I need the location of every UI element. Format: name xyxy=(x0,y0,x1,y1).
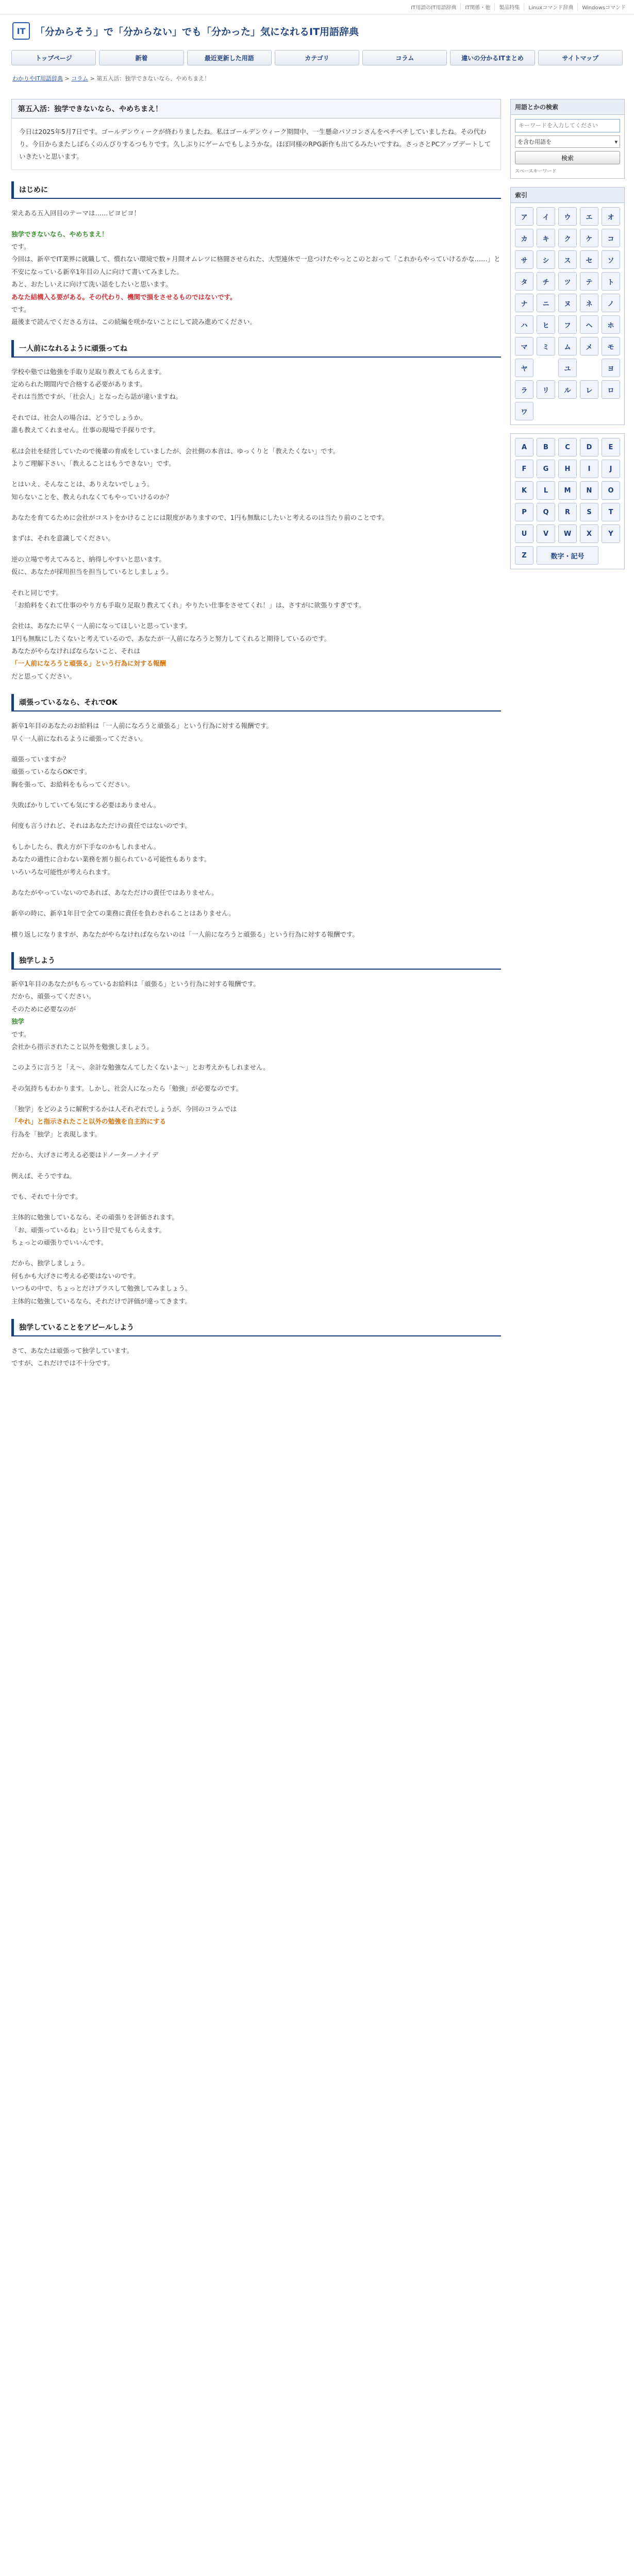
index-cell-kana[interactable]: ヘ xyxy=(580,315,598,334)
paragraph-line: 「お給料をくれて仕事のやり方も手取り足取り教えてくれ」やりたい仕事をさせてくれ！」は、さすがに欲張りすぎです。 xyxy=(11,601,365,609)
search-match-select[interactable] xyxy=(515,135,620,148)
index-cell-kana[interactable]: フ xyxy=(558,315,577,334)
paragraph-line: その気持ちもわかります。しかし、社会人になったら「勉強」が必要なのです。 xyxy=(11,1084,243,1092)
paragraph-line: あなたの適性に合わない業務を割り振られている可能性もあります。 xyxy=(11,855,211,863)
index-cell-kana[interactable]: チ xyxy=(537,272,555,291)
paragraph xyxy=(11,841,501,878)
index-cell-kana[interactable]: モ xyxy=(602,337,620,355)
index-cell-kana[interactable]: イ xyxy=(537,207,555,226)
article-intro: 今日は2025年5月7日です。ゴールデンウィークが終わりましたね。私はゴールデンウィーク期間中、一生懸命パソコンさんをペチペチしていましたね。その代わり、今日からまたしばらくのんびりするつもりです。久しぶりにゲームでもしようかな。ほぼ同様のRPG新作も出てるみたいですね。さっさとPCアップデートしていきたいと思います。 xyxy=(11,118,501,170)
index-cell-alpha[interactable]: B xyxy=(537,438,555,456)
paragraph-line: 学校や塾では勉強を手取り足取り教えてもらえます。 xyxy=(11,367,166,376)
section-heading: 頑張っているなら、それでOK xyxy=(11,694,501,711)
paragraph-line: 独学 xyxy=(11,1018,25,1026)
paragraph-line: このように言うと「え〜、余計な勉強なんてしたくないよ〜」とお考えかもしれません。 xyxy=(11,1063,270,1072)
index-cell-alpha[interactable]: Z xyxy=(515,546,533,565)
paragraph-line: ちょっとの頑張りでいいんです。 xyxy=(11,1239,108,1246)
paragraph xyxy=(11,412,501,437)
index-cell-kana[interactable]: ネ xyxy=(580,294,598,312)
index-cell-kana[interactable]: カ xyxy=(515,229,533,247)
paragraph-line: あと、おたしいえに向けて洗い話をしたいと思います。 xyxy=(11,280,172,289)
paragraph-line: それは当然ですが、「社会人」となったら話が違いますね。 xyxy=(11,393,182,401)
paragraph-line: 横り返しになりますが、あなたがやらなければならないのは「一人前になろうと頑張る」という行為に対する報酬です。 xyxy=(11,930,359,938)
top-link-4[interactable]: Linuxコマンド辞典 xyxy=(524,3,577,11)
paragraph xyxy=(11,587,501,612)
index-cell-kana[interactable]: ト xyxy=(602,272,620,291)
index-cell-kana[interactable]: タ xyxy=(515,272,533,291)
index-cell-empty xyxy=(580,402,598,420)
index-cell-alpha[interactable]: A xyxy=(515,438,533,456)
paragraph xyxy=(11,1211,501,1249)
paragraph-line: とはいえ、そんなことは、ありえないでしょう。 xyxy=(11,480,154,488)
index-cell-alpha[interactable]: M xyxy=(558,481,577,500)
alpha-index-box xyxy=(510,433,625,569)
index-cell-kana[interactable]: ス xyxy=(558,250,577,269)
paragraph xyxy=(11,1082,501,1095)
paragraph-line: 失敗ばかりしていても気にする必要はありません。 xyxy=(11,801,160,809)
nav-diff[interactable]: 違いの分かるITまとめ xyxy=(450,50,535,65)
paragraph-line: 主体的に勉強しているなら、それだけで評価が違ってきます。 xyxy=(11,1297,192,1305)
paragraph-line: 逆の立場で考えてみると、納得しやすいと思います。 xyxy=(11,555,166,563)
index-cell-empty xyxy=(580,359,598,377)
paragraph-line: まずは、それを意識してください。 xyxy=(11,534,115,543)
paragraph-line: 行為を「独学」と表現します。 xyxy=(11,1130,102,1138)
index-cell-kana[interactable]: ユ xyxy=(558,359,577,377)
index-cell-kana[interactable]: ム xyxy=(558,337,577,355)
paragraph-line: だから、頑張ってください。 xyxy=(11,992,95,1001)
index-cell-alpha[interactable]: Y xyxy=(602,524,620,543)
index-cell-kana[interactable]: ニ xyxy=(537,294,555,312)
paragraph-line: いろいろな可能性が考えられます。 xyxy=(11,868,114,876)
index-cell-alpha[interactable]: S xyxy=(580,503,598,521)
index-cell-kana[interactable]: ク xyxy=(558,229,577,247)
paragraph-line: いつもの中で、ちょっとだけプラスして勉強してみましょう。 xyxy=(11,1284,192,1293)
index-cell-kana[interactable]: ヒ xyxy=(537,315,555,334)
paragraph xyxy=(11,1149,501,1161)
index-cell-kana[interactable]: ワ xyxy=(515,402,533,420)
top-link-3[interactable]: 製品特集 xyxy=(494,3,524,11)
breadcrumb-sep2: > xyxy=(90,75,95,82)
paragraph xyxy=(11,907,501,920)
breadcrumb xyxy=(0,68,634,87)
index-cell-kana[interactable]: ソ xyxy=(602,250,620,269)
index-cell-kana[interactable]: ミ xyxy=(537,337,555,355)
paragraph-line: 仮に、あなたが採用担当を担当しているとしましょう。 xyxy=(11,568,173,576)
index-cell-kana[interactable]: ヨ xyxy=(602,359,620,377)
index-cell-kana[interactable]: ヤ xyxy=(515,359,533,377)
index-cell-alpha[interactable]: E xyxy=(602,438,620,456)
article-title: 第五入活：独学できないなら、やめちまえ！ xyxy=(11,99,501,118)
paragraph xyxy=(11,1061,501,1074)
article-section xyxy=(11,1319,501,1370)
paragraph-line: あなたがやっていないのであれば、あなただけの責任ではありません。 xyxy=(11,888,218,896)
paragraph xyxy=(11,445,501,470)
index-cell-kana[interactable]: ル xyxy=(558,380,577,399)
paragraph-line: 何もかも大げさに考える必要はないのです。 xyxy=(11,1272,140,1280)
paragraph xyxy=(11,753,501,791)
paragraph-line: 胸を張って、お給料をもらってください。 xyxy=(11,780,134,788)
paragraph-line: 定められた期間内で合格する必要があります。 xyxy=(11,380,146,388)
paragraph-line: 頑張っていますか？ xyxy=(11,755,70,763)
section-heading: 一人前になれるように頑張ってね xyxy=(11,340,501,358)
paragraph xyxy=(11,978,501,1053)
index-cell-empty xyxy=(602,402,620,420)
index-cell-alpha[interactable]: W xyxy=(558,524,577,543)
paragraph-line: 何度も言うけれど、それはあなただけの責任ではないのです。 xyxy=(11,822,192,830)
search-input[interactable] xyxy=(515,119,620,132)
paragraph-line: 会社から指示されたこと以外を勉強しましょう。 xyxy=(11,1042,154,1050)
index-cell-kana[interactable]: ハ xyxy=(515,315,533,334)
paragraph-line: だから、独学しましょう。 xyxy=(11,1259,89,1267)
paragraph xyxy=(11,512,501,524)
index-cell-alpha[interactable]: P xyxy=(515,503,533,521)
article-section xyxy=(11,181,501,328)
article-sections xyxy=(11,181,501,1369)
paragraph-line: でも、それで十分です。 xyxy=(11,1192,82,1200)
index-cell-empty xyxy=(558,402,577,420)
paragraph-line: さて、あなたは頑張って独学しています。 xyxy=(11,1346,134,1354)
section-heading: 独学していることをアピールしよう xyxy=(11,1319,501,1336)
index-cell-alpha[interactable]: D xyxy=(580,438,598,456)
index-cell-numeric[interactable]: 数字・記号 xyxy=(537,546,598,565)
index-cell-kana[interactable]: レ xyxy=(580,380,598,399)
index-cell-alpha[interactable]: F xyxy=(515,460,533,478)
index-cell-kana[interactable]: コ xyxy=(602,229,620,247)
index-cell-kana[interactable]: サ xyxy=(515,250,533,269)
index-cell-alpha[interactable]: V xyxy=(537,524,555,543)
breadcrumb-sep: > xyxy=(64,75,70,82)
paragraph xyxy=(11,1103,501,1141)
paragraph-line: 新卒1年目のあなたのお給料は「一人前になろうと頑張る」という行為に対する報酬です。 xyxy=(11,722,273,730)
nav-new[interactable]: 新着 xyxy=(99,50,183,65)
paragraph xyxy=(11,720,501,745)
index-cell-kana[interactable]: ケ xyxy=(580,229,598,247)
paragraph xyxy=(11,553,501,579)
top-link-1[interactable]: IT用語のIT用語辞典 xyxy=(411,5,457,11)
paragraph-line: 会社は、あなたに早く一人前になってほしいと思っています。 xyxy=(11,622,192,630)
paragraph xyxy=(11,532,501,545)
index-cell-alpha[interactable]: R xyxy=(558,503,577,521)
paragraph-line: 「やれ」と指示されたこと以外の勉強を自主的にする xyxy=(11,1117,166,1126)
nav-updated[interactable]: 最近更新した用語 xyxy=(187,50,272,65)
paragraph-line: 新卒の時に、新卒1年目で全ての業務に責任を負わされることはありません。 xyxy=(11,909,235,918)
paragraph xyxy=(11,366,501,403)
paragraph-line: よりご理解下さい、「教えることはもうできない」です。 xyxy=(11,459,175,467)
site-title[interactable]: 「分からそう」で「分からない」でも「分かった」気になれるIT用語辞典 xyxy=(35,26,359,38)
nav-category[interactable]: カテゴリ xyxy=(275,50,359,65)
index-cell-kana[interactable]: エ xyxy=(580,207,598,226)
index-cell-alpha[interactable]: I xyxy=(580,460,598,478)
article-section xyxy=(11,694,501,941)
index-cell-kana[interactable]: ア xyxy=(515,207,533,226)
index-cell-kana[interactable]: ナ xyxy=(515,294,533,312)
index-cell-kana[interactable]: リ xyxy=(537,380,555,399)
paragraph-line: 「お、頑張っているね」という目で見てもらえます。 xyxy=(11,1226,166,1234)
site-header xyxy=(0,14,634,47)
search-title: 用語とかの検索 xyxy=(511,99,624,115)
paragraph-line: 私は会社を経営していたので後輩の育成をしていましたが、会社側の本音は、ゆっくりと「教えたくない」です。 xyxy=(11,447,340,455)
index-cell-empty xyxy=(537,359,555,377)
section-heading: はじめに xyxy=(11,181,501,199)
index-cell-alpha[interactable]: N xyxy=(580,481,598,500)
index-cell-alpha[interactable]: Q xyxy=(537,503,555,521)
paragraph xyxy=(11,928,501,941)
paragraph-line: そのために必要なのが xyxy=(11,1005,76,1013)
index-cell-kana[interactable]: キ xyxy=(537,229,555,247)
index-cell-kana[interactable]: ロ xyxy=(602,380,620,399)
breadcrumb-home[interactable]: わかりやIT用語辞典 xyxy=(12,75,63,82)
article-section xyxy=(11,952,501,1308)
nav-top[interactable]: トップページ xyxy=(11,50,96,65)
paragraph-line: だから、大げさに考える必要はドノーターノナイデ xyxy=(11,1151,159,1159)
paragraph-line: 独学できないなら、やめちまえ！ xyxy=(11,230,108,238)
breadcrumb-cat[interactable]: コラム xyxy=(71,75,89,82)
paragraph-line: 最後まで読んでくださる方は、この続編を咲かないことにして読み進めてください。 xyxy=(11,318,257,326)
paragraph-line: あなた結構入る要がある。その代わり、機関で損をさせるものではないです。 xyxy=(11,293,237,301)
paragraph-line: それと同じです。 xyxy=(11,588,63,597)
chevron-down-icon: ▾ xyxy=(614,138,618,145)
paragraph xyxy=(11,799,501,811)
paragraph-line: 頑張っているならOKです。 xyxy=(11,768,91,776)
paragraph-line: 例えば、そうですね。 xyxy=(11,1172,76,1180)
index-cell-alpha[interactable]: J xyxy=(602,460,620,478)
index-cell-kana[interactable]: ツ xyxy=(558,272,577,291)
paragraph-line: もしかしたら、教え方が下手なのかもしれません。 xyxy=(11,842,160,851)
search-box xyxy=(510,99,625,179)
paragraph-line: 新卒1年目のあなたがもらっているお給料は「頑張る」という行為に対する報酬です。 xyxy=(11,980,260,988)
kana-index-grid xyxy=(511,203,624,425)
paragraph-line: それでは、社会人の場合は、どうでしょうか。 xyxy=(11,413,147,421)
paragraph xyxy=(11,620,501,683)
index-cell-alpha[interactable]: U xyxy=(515,524,533,543)
top-links xyxy=(0,0,634,14)
index-cell-kana[interactable]: シ xyxy=(537,250,555,269)
paragraph-line: 「一人前になろうと頑張る」という行為に対する報酬 xyxy=(11,659,166,668)
index-cell-alpha[interactable]: X xyxy=(580,524,598,543)
index-cell-kana[interactable]: メ xyxy=(580,337,598,355)
index-cell-kana[interactable]: テ xyxy=(580,272,598,291)
paragraph-line: だと思ってください。 xyxy=(11,672,76,680)
index-title: 索引 xyxy=(511,188,624,203)
top-link-5[interactable]: Windowsコマンド xyxy=(577,3,630,11)
index-cell-empty xyxy=(537,402,555,420)
breadcrumb-current: 第五入活：独学できないなら、やめちまえ！ xyxy=(96,75,210,82)
paragraph-line: です。 xyxy=(11,243,30,250)
paragraph xyxy=(11,207,501,219)
index-box xyxy=(510,187,625,425)
index-cell-alpha[interactable]: G xyxy=(537,460,555,478)
index-cell-kana[interactable]: ラ xyxy=(515,380,533,399)
paragraph-line: 早く一人前になれるように頑張ってください。 xyxy=(11,734,147,742)
index-cell-kana[interactable]: オ xyxy=(602,207,620,226)
top-link-2[interactable]: IT関係・他 xyxy=(460,3,494,11)
index-cell-alpha[interactable]: H xyxy=(558,460,577,478)
index-cell-kana[interactable]: マ xyxy=(515,337,533,355)
site-logo-icon[interactable]: IT xyxy=(12,22,30,40)
paragraph-line: あなたを育てるために会社がコストをかけることには限度がありますので、1円も無駄にしたいと考えるのは当たり前のことです。 xyxy=(11,514,389,521)
paragraph xyxy=(11,887,501,899)
paragraph-line: 「独学」をどのように解釈するかは人それぞれでしょうが、今回のコラムでは xyxy=(11,1105,237,1113)
nav-column[interactable]: コラム xyxy=(362,50,447,65)
global-nav xyxy=(0,47,634,68)
index-cell-alpha[interactable]: C xyxy=(558,438,577,456)
paragraph-line: です。 xyxy=(11,305,30,313)
sidebar xyxy=(510,99,625,578)
index-cell-kana[interactable]: ヌ xyxy=(558,294,577,312)
index-cell-kana[interactable]: ウ xyxy=(558,207,577,226)
section-heading: 独学しよう xyxy=(11,952,501,970)
search-button[interactable]: 検索 xyxy=(515,151,620,164)
search-note: スペースキーワード xyxy=(515,169,557,174)
paragraph-line: ですが、これだけでは不十分です。 xyxy=(11,1359,114,1367)
index-cell-kana[interactable]: セ xyxy=(580,250,598,269)
paragraph-line: 今回は、新卒でIT業界に就職して、慣れない環境で数ヶ月間オムレツに格闘させられた、大型連休で一息つけたやっとこのとおって「これからやっていけるかな……」と不安になっている新卒1年目の人に向けて書いてみました。 xyxy=(11,255,500,276)
paragraph-line: 1円も無駄にしたくないと考えているので、あなたが一人前になろうと努力してくれると期待しているのです。 xyxy=(11,634,331,642)
paragraph-line: です。 xyxy=(11,1030,30,1038)
search-match-value: を含む用語を xyxy=(518,139,552,145)
nav-sitemap[interactable]: サイトマップ xyxy=(538,50,623,65)
paragraph-line: 誰も教えてくれません。仕事の現場で手探りです。 xyxy=(11,426,160,434)
paragraph xyxy=(11,820,501,832)
paragraph-line: 知らないことを、教えられなくてもやっていけるのか？ xyxy=(11,493,173,501)
paragraph xyxy=(11,228,501,329)
index-cell-kana[interactable]: ノ xyxy=(602,294,620,312)
paragraph xyxy=(11,1191,501,1203)
index-cell-alpha[interactable]: L xyxy=(537,481,555,500)
article-section xyxy=(11,340,501,683)
index-cell-alpha[interactable]: T xyxy=(602,503,620,521)
index-cell-alpha[interactable]: O xyxy=(602,481,620,500)
paragraph xyxy=(11,1257,501,1308)
index-cell-kana[interactable]: ホ xyxy=(602,315,620,334)
article-main xyxy=(11,99,501,1378)
paragraph xyxy=(11,1345,501,1370)
paragraph-line: 主体的に勉強しているなら、その頑張りを評価されます。 xyxy=(11,1213,179,1222)
paragraph-line: 栄えある五入回目のテーマは……ピヨピヨ！ xyxy=(11,209,141,217)
alpha-index-grid xyxy=(511,434,624,569)
paragraph-line: あなたがやらなければならないこと、それは xyxy=(11,647,141,655)
paragraph xyxy=(11,1170,501,1182)
paragraph xyxy=(11,478,501,503)
index-cell-alpha[interactable]: K xyxy=(515,481,533,500)
